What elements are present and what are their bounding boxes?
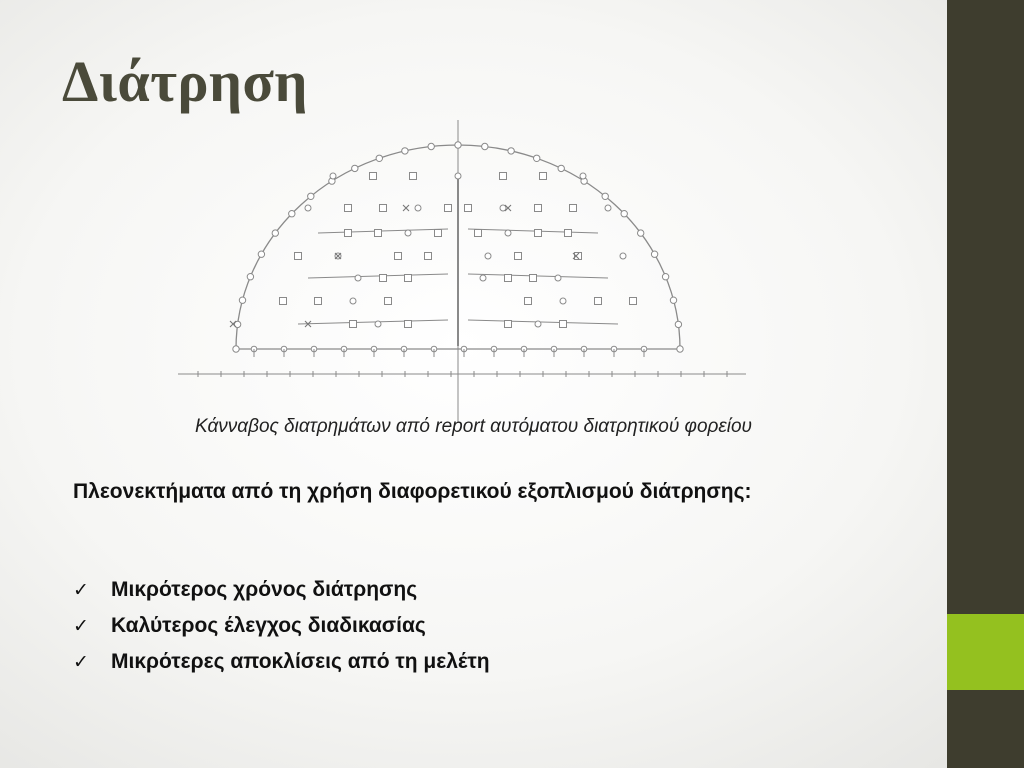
drill-hole	[330, 173, 336, 179]
perimeter-hole	[239, 297, 245, 303]
drill-hole	[515, 253, 522, 260]
perimeter-hole	[376, 155, 382, 161]
guide-line	[318, 229, 448, 233]
perimeter-hole	[233, 346, 239, 352]
perimeter-hole	[558, 165, 564, 171]
drill-hole	[350, 298, 356, 304]
drill-hole	[415, 205, 421, 211]
drill-hole	[505, 230, 511, 236]
guide-line	[308, 274, 448, 278]
drill-hole	[345, 205, 352, 212]
drill-hole	[445, 205, 452, 212]
drill-hole	[455, 173, 461, 179]
list-item	[73, 572, 490, 608]
drill-hole	[500, 205, 506, 211]
drill-hole	[565, 230, 572, 237]
guide-line	[298, 320, 448, 324]
drill-hole	[355, 275, 361, 281]
drill-hole	[425, 253, 432, 260]
cross-marker	[403, 205, 409, 211]
drill-hole	[435, 230, 442, 237]
guide-line	[468, 229, 598, 233]
drill-hole	[375, 321, 381, 327]
bullet-text: Μικρότερες αποκλίσεις από τη μελέτη	[111, 650, 490, 673]
drill-hole	[405, 275, 412, 282]
guide-line	[468, 320, 618, 324]
perimeter-hole	[272, 230, 278, 236]
drill-hole	[465, 205, 472, 212]
perimeter-hole	[258, 251, 264, 257]
drill-hole	[305, 205, 311, 211]
check-icon: ✓	[73, 651, 89, 673]
drill-hole	[630, 298, 637, 305]
figure-caption: Κάνναβος διατρημάτων από report αυτόματου διατρητικού φορείου	[195, 416, 752, 437]
drill-hole	[580, 173, 586, 179]
drill-hole	[380, 275, 387, 282]
perimeter-hole	[289, 211, 295, 217]
drill-hole	[505, 321, 512, 328]
drill-hole	[375, 230, 382, 237]
drill-hole	[525, 298, 532, 305]
perimeter-hole	[352, 165, 358, 171]
drill-hole	[480, 275, 486, 281]
perimeter-hole	[402, 148, 408, 154]
figure-guide-lines	[298, 176, 618, 346]
drill-hole	[345, 230, 352, 237]
drill-hole	[405, 321, 412, 328]
drill-hole	[560, 298, 566, 304]
perimeter-hole	[428, 143, 434, 149]
drill-hole	[370, 173, 377, 180]
drill-hole	[530, 275, 537, 282]
perimeter-hole	[621, 211, 627, 217]
drill-hole	[595, 298, 602, 305]
drill-hole	[505, 275, 512, 282]
perimeter-hole	[308, 193, 314, 199]
drill-hole	[385, 298, 392, 305]
drill-hole	[500, 173, 507, 180]
drill-hole	[605, 205, 611, 211]
perimeter-hole	[677, 346, 683, 352]
drill-hole	[620, 253, 626, 259]
drill-hole	[555, 275, 561, 281]
drill-hole	[535, 230, 542, 237]
drill-hole	[380, 205, 387, 212]
drill-hole	[295, 253, 302, 260]
list-item	[73, 608, 490, 644]
perimeter-hole	[482, 143, 488, 149]
figure-drill-holes	[230, 142, 683, 357]
perimeter-hole	[651, 251, 657, 257]
bullet-text: Μικρότερος χρόνος διάτρησης	[111, 578, 418, 601]
slide-title: Διάτρηση	[62, 49, 308, 114]
check-icon: ✓	[73, 615, 89, 637]
accent-block	[947, 614, 1024, 690]
perimeter-hole	[455, 142, 461, 148]
drill-hole	[315, 298, 322, 305]
bullet-text: Καλύτερος έλεγχος διαδικασίας	[111, 614, 426, 637]
drill-hole	[350, 321, 357, 328]
drill-hole	[540, 173, 547, 180]
drill-hole	[560, 321, 567, 328]
perimeter-hole	[508, 148, 514, 154]
advantages-list	[73, 572, 490, 680]
drill-hole	[395, 253, 402, 260]
advantages-intro: Πλεονεκτήματα από τη χρήση διαφορετικού εξοπλισμού διάτρησης:	[73, 480, 752, 503]
drill-hole	[485, 253, 491, 259]
list-item	[73, 644, 490, 680]
perimeter-hole	[638, 230, 644, 236]
perimeter-hole	[247, 274, 253, 280]
guide-line	[468, 274, 608, 278]
drill-hole	[535, 205, 542, 212]
drill-hole	[475, 230, 482, 237]
perimeter-hole	[675, 321, 681, 327]
drill-pattern-figure	[178, 116, 748, 426]
perimeter-hole	[602, 193, 608, 199]
perimeter-hole	[534, 155, 540, 161]
drill-hole	[535, 321, 541, 327]
drill-hole	[410, 173, 417, 180]
check-icon: ✓	[73, 579, 89, 601]
perimeter-hole	[662, 274, 668, 280]
figure-axes	[178, 120, 746, 422]
perimeter-hole	[670, 297, 676, 303]
drill-hole	[280, 298, 287, 305]
drill-hole	[570, 205, 577, 212]
drill-hole	[405, 230, 411, 236]
